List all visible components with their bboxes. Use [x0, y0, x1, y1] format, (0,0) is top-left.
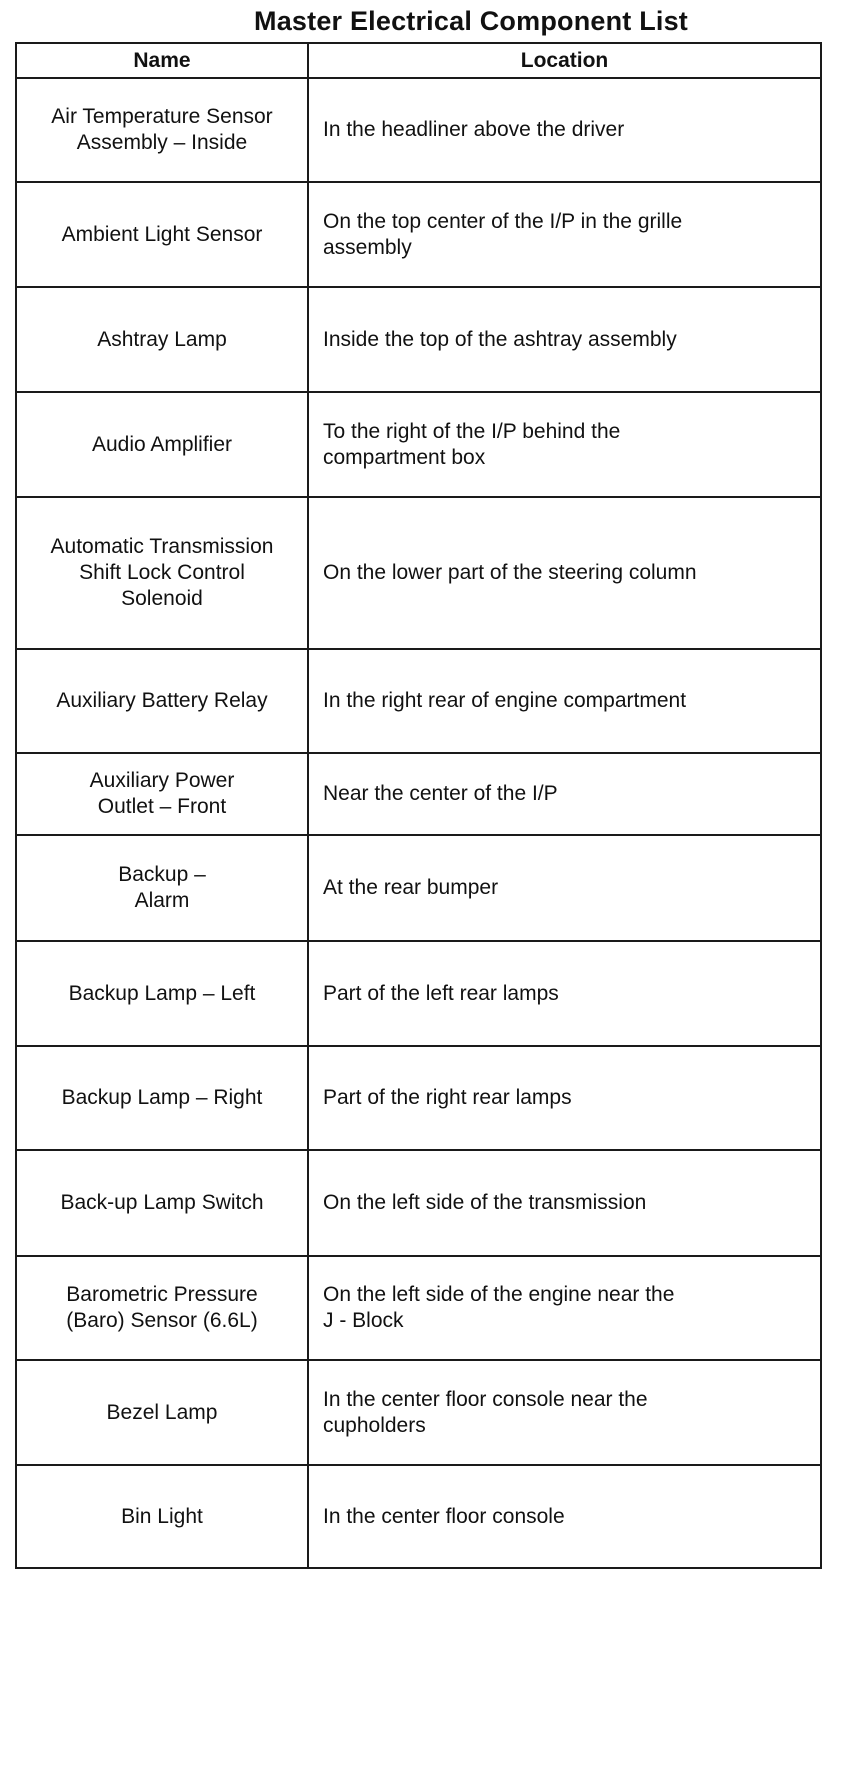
component-location-cell [308, 1360, 821, 1465]
component-name: Backup – Alarm [118, 863, 206, 912]
component-location: Inside the top of the ashtray assembly [323, 327, 677, 351]
component-name-cell [16, 182, 308, 287]
page-title: Master Electrical Component List [254, 6, 688, 36]
component-table [15, 42, 822, 1569]
component-location: On the left side of the transmission [323, 1191, 647, 1214]
component-name-cell [16, 1150, 308, 1256]
table-row [16, 497, 821, 649]
component-name: Ambient Light Sensor [61, 222, 263, 246]
component-name-cell [16, 1256, 308, 1360]
component-name-cell [16, 835, 308, 941]
component-name-cell [16, 497, 308, 649]
component-location: On the top center of the I/P in the grille assembly [323, 209, 683, 259]
component-name: Backup Lamp – Left [68, 981, 256, 1005]
component-location-cell [308, 1256, 821, 1360]
component-location-cell [308, 649, 821, 753]
component-location: Near the center of the I/P [323, 782, 558, 805]
table-row [16, 287, 821, 392]
component-location-cell [308, 287, 821, 392]
table-row [16, 649, 821, 753]
component-location: At the rear bumper [323, 876, 499, 899]
component-name: Automatic Transmission Shift Lock Control Solenoid [50, 535, 274, 610]
component-location: On the left side of the engine near the J - Block [323, 1283, 675, 1332]
table-row [16, 182, 821, 287]
component-name: Auxiliary Battery Relay [56, 689, 268, 712]
table-row [16, 78, 821, 182]
component-name: Ashtray Lamp [97, 327, 227, 351]
component-name-cell [16, 1046, 308, 1150]
component-location: In the center floor console near the cupholders [323, 1387, 648, 1437]
component-location: On the lower part of the steering column [323, 561, 697, 584]
component-location-cell [308, 835, 821, 941]
component-location: In the headliner above the driver [323, 118, 625, 141]
component-name-cell [16, 1465, 308, 1568]
table-row [16, 753, 821, 835]
component-name-cell [16, 78, 308, 182]
component-name: Back-up Lamp Switch [60, 1191, 264, 1214]
component-name-cell [16, 1360, 308, 1465]
table-row [16, 1465, 821, 1568]
table-header-row [16, 43, 821, 78]
component-location-cell [308, 753, 821, 835]
component-location-cell [308, 1046, 821, 1150]
component-name: Bin Light [121, 1504, 203, 1528]
column-header-name: Name [16, 43, 308, 78]
table-row [16, 941, 821, 1046]
component-name: Backup Lamp – Right [61, 1086, 263, 1109]
component-location-cell [308, 1465, 821, 1568]
component-name-cell [16, 392, 308, 497]
component-location: Part of the right rear lamps [323, 1086, 572, 1109]
table-row [16, 835, 821, 941]
component-location-cell [308, 1150, 821, 1256]
column-header-location: Location [308, 43, 821, 78]
component-location: To the right of the I/P behind the compartment box [323, 419, 621, 469]
component-location: In the center floor console [323, 1504, 565, 1528]
component-name: Barometric Pressure (Baro) Sensor (6.6L) [66, 1283, 258, 1332]
component-name-cell [16, 753, 308, 835]
component-name-cell [16, 287, 308, 392]
component-name: Air Temperature Sensor Assembly – Inside [51, 105, 273, 154]
component-location-cell [308, 392, 821, 497]
component-name: Bezel Lamp [106, 1400, 218, 1424]
component-name: Auxiliary Power Outlet – Front [89, 769, 235, 818]
component-location-cell [308, 182, 821, 287]
component-name-cell [16, 941, 308, 1046]
component-location-cell [308, 941, 821, 1046]
component-name-cell [16, 649, 308, 753]
table-row [16, 1046, 821, 1150]
component-location-cell [308, 497, 821, 649]
component-location: Part of the left rear lamps [323, 981, 559, 1005]
component-location: In the right rear of engine compartment [323, 689, 687, 712]
component-location-cell [308, 78, 821, 182]
component-name: Audio Amplifier [91, 432, 233, 456]
table-row [16, 1360, 821, 1465]
table-row [16, 1256, 821, 1360]
table-row [16, 392, 821, 497]
table-row [16, 1150, 821, 1256]
